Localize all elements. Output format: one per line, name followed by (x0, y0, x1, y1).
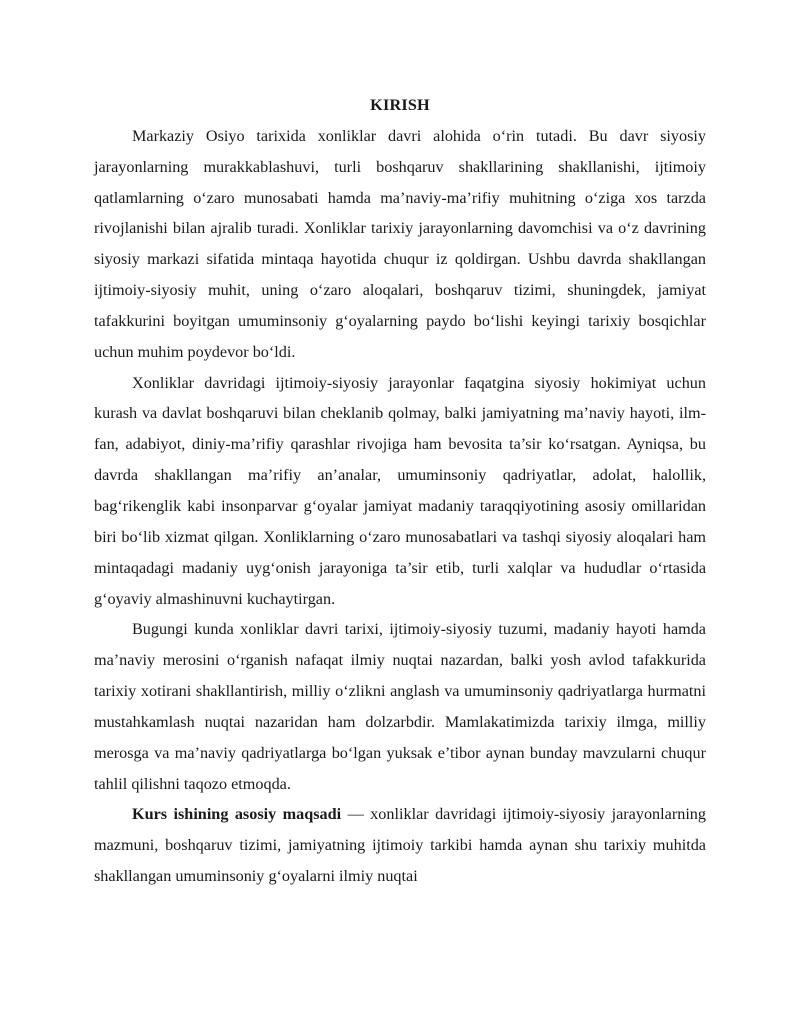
document-body (94, 90, 706, 892)
paragraph-2 (94, 368, 706, 615)
paragraph-3-text: Bugungi kunda xonliklar davri tarixi, ijtimoiy-siyosiy tuzumi, madaniy hayoti hamda ma’naviy merosini o‘rganish nafaqat ilmiy nuqtai nazardan, balki yosh avlod tafakkurida tarixiy xotirani shakllantirish, milliy o‘zlikni anglash va umuminsoniy qadriyatlarga hurmatni mustahkamlash nuqtai nazaridan ham dolzarbdir. Mamlakatimizda tarixiy ilmga, milliy merosga va ma’naviy qadriyatlarga bo‘lgan yuksak e’tibor aynan bunday mavzularni chuqur tahlil qilishni taqozo etmoqda. (94, 620, 706, 793)
paragraph-2-text: Xonliklar davridagi ijtimoiy-siyosiy jarayonlar faqatgina siyosiy hokimiyat uchun kurash va davlat boshqaruvi bilan cheklanib qolmay, balki jamiyatning ma’naviy hayoti, ilm-fan, adabiyot, diniy-ma’rifiy qarashlar rivojiga ham bevosita ta’sir ko‘rsatgan. Ayniqsa, bu davrda shakllangan ma’rifiy an’analar, umuminsoniy qadriyatlar, adolat, halollik, bag‘rikenglik kabi insonparvar g‘oyalar jamiyat madaniy taraqqiyotining asosiy omillaridan biri bo‘lib xizmat qilgan. Xonliklarning o‘zaro munosabatlari va tashqi siyosiy aloqalari ham mintaqadagi madaniy uyg‘onish jarayoniga ta’sir etib, turli xalqlar va hududlar o‘rtasida g‘oyaviy almashinuvni kuchaytirgan. (94, 373, 706, 608)
page-title: KIRISH (370, 96, 430, 114)
paragraph-1 (94, 121, 706, 368)
paragraph-3 (94, 614, 706, 799)
paragraph-4-text: — xonliklar davridagi ijtimoiy-siyosiy jarayonlarning mazmuni, boshqaruv tizimi, jamiyatning ijtimoiy tarkibi hamda aynan shu tarixiy muhitda shakllangan umuminsoniy g‘oyalarni ilmiy nuqtai (94, 805, 706, 886)
paragraph-4 (94, 799, 706, 892)
paragraph-4-lead: Kurs ishining asosiy maqsadi (132, 805, 342, 824)
paragraph-1-text: Markaziy Osiyo tarixida xonliklar davri alohida o‘rin tutadi. Bu davr siyosiy jarayonlarning murakkablashuvi, turli boshqaruv shakllarining shakllanishi, ijtimoiy qatlamlarning o‘zaro munosabati hamda ma’naviy-ma’rifiy muhitning o‘ziga xos tarzda rivojlanishi bilan ajralib turadi. Xonliklar tarixiy jarayonlarning davomchisi va o‘z davrining siyosiy markazi sifatida mintaqa hayotida chuqur iz qoldirgan. Ushbu davrda shakllangan ijtimoiy-siyosiy muhit, uning o‘zaro aloqalari, boshqaruv tizimi, shuningdek, jamiyat tafakkurini boyitgan umuminsoniy g‘oyalarning paydo bo‘lishi keyingi tarixiy bosqichlar uchun muhim poydevor bo‘ldi. (94, 126, 706, 361)
